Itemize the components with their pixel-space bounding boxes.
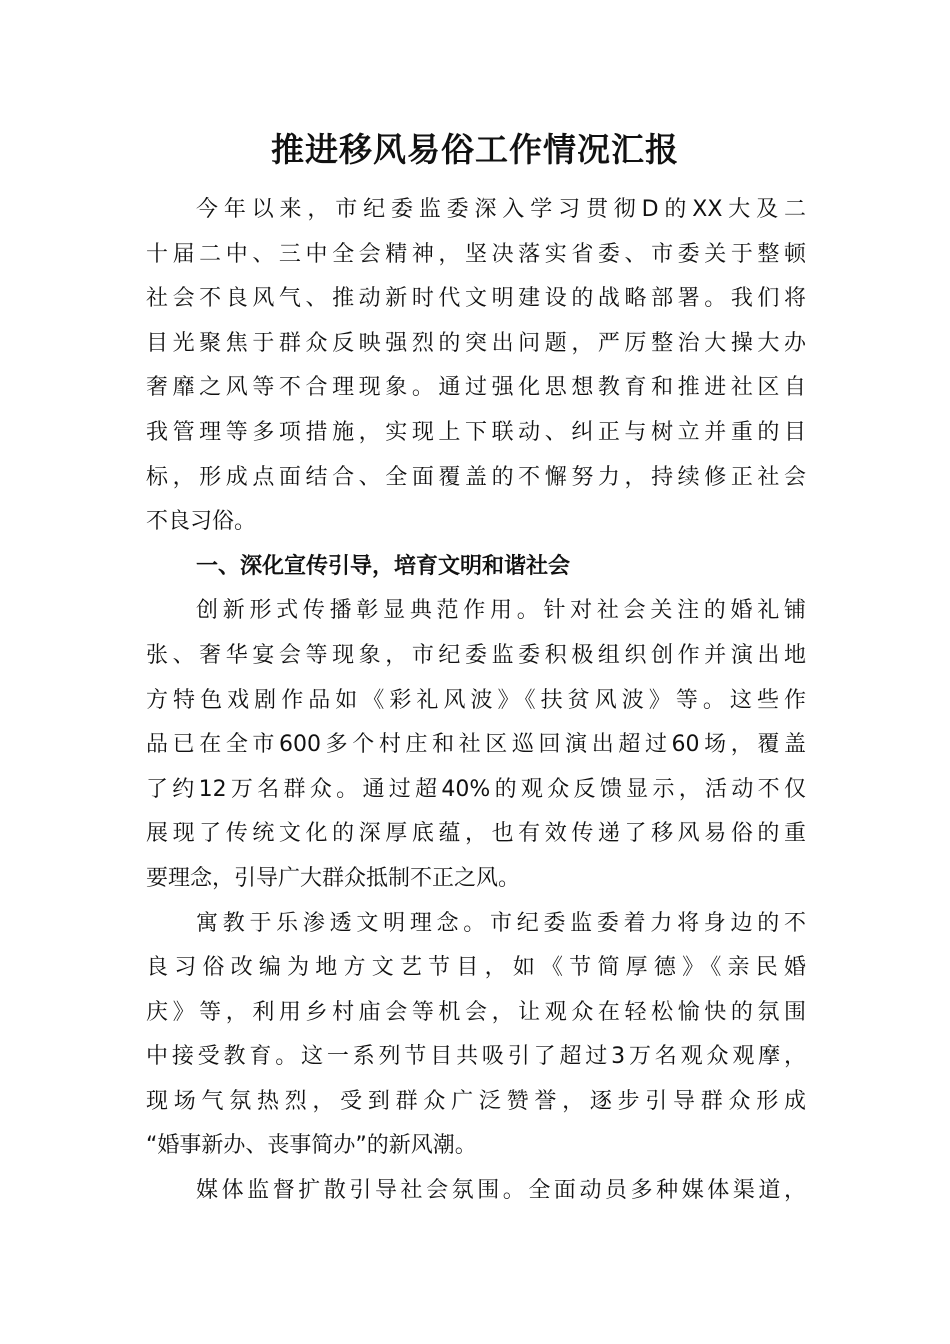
text-line: “婚事新办、丧事简办”的新风潮。 (146, 1133, 477, 1159)
document-title: 推进移风易俗工作情况汇报 (271, 130, 679, 169)
paragraph (146, 1169, 806, 1214)
text-line: 我管理等多项措施，实现上下联动、纠正与树立并重的目 (146, 419, 806, 445)
text-line: 一、深化宣传引导，培育文明和谐社会 (196, 553, 571, 579)
text-line: 创新形式传播彰显典范作用。针对社会关注的婚礼铺 (196, 598, 806, 624)
document-body (146, 188, 806, 1214)
text-line: 要理念，引导广大群众抵制不正之风。 (146, 865, 521, 891)
text-line: 十届二中、三中全会精神，坚决落实省委、市委关于整顿 (146, 241, 806, 267)
text-line: 目光聚焦于群众反映强烈的突出问题，严厉整治大操大办 (146, 330, 806, 356)
text-line: 奢靡之风等不合理现象。通过强化思想教育和推进社区自 (146, 375, 806, 401)
text-line: 展现了传统文化的深厚底蕴，也有效传递了移风易俗的重 (146, 821, 806, 847)
text-line: 品已在全市600多个村庄和社区巡回演出超过60场，覆盖 (146, 732, 806, 758)
text-line: 良习俗改编为地方文艺节目，如《节简厚德》《亲民婚 (146, 955, 806, 981)
text-line: 了约12万名群众。通过超40%的观众反馈显示，活动不仅 (146, 776, 806, 802)
paragraph (146, 188, 806, 545)
text-line: 庆》等，利用乡村庙会等机会，让观众在轻松愉快的氛围 (146, 999, 806, 1025)
text-line: 标，形成点面结合、全面覆盖的不懈努力，持续修正社会 (146, 464, 806, 490)
text-line: 社会不良风气、推动新时代文明建设的战略部署。我们将 (146, 286, 806, 312)
text-line: 方特色戏剧作品如《彩礼风波》《扶贫风波》等。这些作 (146, 687, 806, 713)
text-line: 中接受教育。这一系列节目共吸引了超过3万名观众观摩， (146, 1044, 806, 1070)
text-line: 不良习俗。 (146, 509, 257, 535)
section-heading (146, 545, 806, 590)
text-line: 媒体监督扩散引导社会氛围。全面动员多种媒体渠道， (196, 1178, 806, 1204)
text-line: 寓教于乐渗透文明理念。市纪委监委着力将身边的不 (196, 910, 806, 936)
paragraph (146, 902, 806, 1170)
text-line: 今年以来，市纪委监委深入学习贯彻D的XX大及二 (196, 197, 806, 222)
text-line: 张、奢华宴会等现象，市纪委监委积极组织创作并演出地 (146, 642, 806, 668)
paragraph (146, 589, 806, 901)
text-line: 现场气氛热烈，受到群众广泛赞誉，逐步引导群众形成 (146, 1088, 806, 1114)
